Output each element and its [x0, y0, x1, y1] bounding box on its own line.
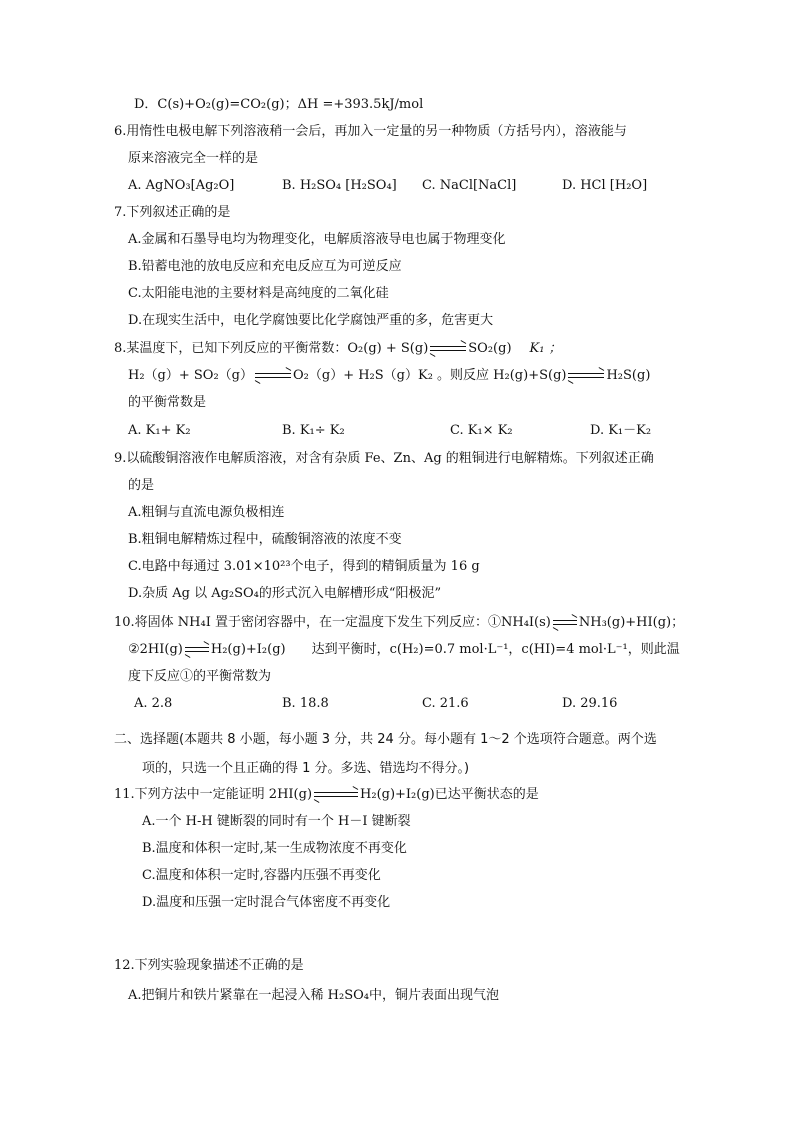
- equilibrium-arrow-icon: [185, 646, 209, 653]
- q11-option-b: B.温度和体积一定时,某一生成物浓度不再变化: [142, 841, 407, 856]
- q10-stem-line3: 度下反应①的平衡常数为: [128, 669, 272, 684]
- q12-option-a: A.把铜片和铁片紧靠在一起浸入稀 H₂SO₄中，铜片表面出现气泡: [128, 988, 499, 1003]
- q11-stem-text: 11.下列方法中一定能证明 2HI(g): [114, 787, 313, 802]
- equilibrium-arrow-icon: [430, 345, 466, 352]
- q9-option-c: C.电路中每通过 3.01×10²³个电子，得到的精铜质量为 16 g: [128, 559, 480, 574]
- q6-option-c: C. NaCl[NaCl]: [422, 178, 517, 193]
- q10-option-d: D. 29.16: [562, 696, 618, 711]
- q8-option-d: D. K₁－K₂: [590, 423, 652, 438]
- q7-option-b: B.铅蓄电池的放电反应和充电反应互为可逆反应: [128, 259, 402, 274]
- section2-heading-line1: 二、选择题(本题共 8 小题，每小题 3 分，共 24 分。每小题有 1～2 个选项符合题意。两个选: [114, 732, 657, 747]
- q7-stem: 7.下列叙述正确的是: [114, 205, 231, 220]
- q8-stem-line2-product: H₂S(g): [606, 368, 651, 383]
- q8-stem-line1-product: SO₂(g): [468, 341, 512, 356]
- q8-stem-line2-mid: O₂（g）+ H₂S（g）K₂ 。则反应 H₂(g)+S(g): [293, 368, 567, 383]
- equilibrium-arrow-icon: [314, 791, 358, 798]
- section2-heading-line2: 项的，只选一个且正确的得 1 分。多选、错选均不得分。): [142, 761, 470, 776]
- q11-option-c: C.温度和体积一定时,容器内压强不再变化: [142, 868, 381, 883]
- q10-option-c: C. 21.6: [422, 696, 469, 711]
- q10-option-a: A. 2.8: [134, 696, 173, 711]
- q8-stem-line1: [114, 340, 562, 358]
- q10-option-b: B. 18.8: [282, 696, 329, 711]
- q9-stem-line2: 的是: [128, 478, 155, 493]
- q11-stem: [114, 786, 539, 804]
- equilibrium-arrow-icon: [553, 619, 577, 626]
- q8-option-a: A. K₁+ K₂: [128, 423, 191, 438]
- q11-option-d: D.温度和压强一定时混合气体密度不再变化: [142, 895, 391, 910]
- q11-option-a: A.一个 H-H 键断裂的同时有一个 H－I 键断裂: [142, 814, 411, 829]
- q8-stem-line1-text: 8.某温度下，已知下列反应的平衡常数：O₂(g) + S(g): [114, 341, 429, 356]
- q9-option-a: A.粗铜与直流电源负极相连: [128, 505, 285, 520]
- q10-stem-line2-reactant: ②2HI(g): [128, 642, 183, 657]
- equilibrium-arrow-icon: [568, 372, 604, 379]
- q7-option-a: A.金属和石墨导电均为物理变化，电解质溶液导电也属于物理变化: [128, 232, 506, 247]
- q7-option-c: C.太阳能电池的主要材料是高纯度的二氧化硅: [128, 286, 389, 301]
- q6-option-b: B. H₂SO₄ [H₂SO₄]: [282, 178, 397, 193]
- q10-stem-line2: [128, 641, 680, 659]
- q10-stem-line1: [114, 614, 684, 632]
- q8-k1: K₁ ；: [529, 341, 562, 356]
- q9-option-b: B.粗铜电解精炼过程中，硫酸铜溶液的浓度不变: [128, 532, 402, 547]
- q8-stem-line3: 的平衡常数是: [128, 395, 207, 410]
- q8-option-c: C. K₁× K₂: [450, 423, 513, 438]
- equilibrium-arrow-icon: [255, 372, 291, 379]
- q10-stem-line1-text: 10.将固体 NH₄I 置于密闭容器中，在一定温度下发生下列反应：①NH₄I(s): [114, 615, 551, 630]
- q9-stem-line1: 9.以硫酸铜溶液作电解质溶液，对含有杂质 Fe、Zn、Ag 的粗铜进行电解精炼。下列叙述正确: [114, 451, 654, 466]
- q7-option-d: D.在现实生活中，电化学腐蚀要比化学腐蚀严重的多，危害更大: [128, 313, 494, 328]
- q12-stem: 12.下列实验现象描述不正确的是: [114, 958, 304, 973]
- q9-option-d: D.杂质 Ag 以 Ag₂SO₄的形式沉入电解槽形成“阳极泥”: [128, 586, 442, 601]
- q8-stem-line2-reactants: H₂（g）+ SO₂（g）: [128, 368, 253, 383]
- q6-option-a: A. AgNO₃[Ag₂O]: [128, 178, 235, 193]
- q6-stem-line2: 原来溶液完全一样的是: [128, 151, 259, 166]
- q5-option-d: D．C(s)+O₂(g)=CO₂(g)；ΔH =+393.5kJ/mol: [134, 97, 424, 112]
- q8-option-b: B. K₁÷ K₂: [282, 423, 345, 438]
- q6-stem-line1: 6.用惰性电极电解下列溶液稍一会后，再加入一定量的另一种物质（方括号内），溶液能与: [114, 124, 627, 139]
- q11-stem-rest: H₂(g)+I₂(g)已达平衡状态的是: [360, 787, 539, 802]
- q8-stem-line2: [128, 367, 650, 385]
- q6-option-d: D. HCl [H₂O]: [562, 178, 648, 193]
- q10-stem-line2-rest: H₂(g)+I₂(g) 达到平衡时，c(H₂)=0.7 mol·L⁻¹，c(HI)=4 mol·L⁻¹，则此温: [210, 642, 680, 657]
- q10-stem-line1-product: NH₃(g)+HI(g)；: [578, 615, 685, 630]
